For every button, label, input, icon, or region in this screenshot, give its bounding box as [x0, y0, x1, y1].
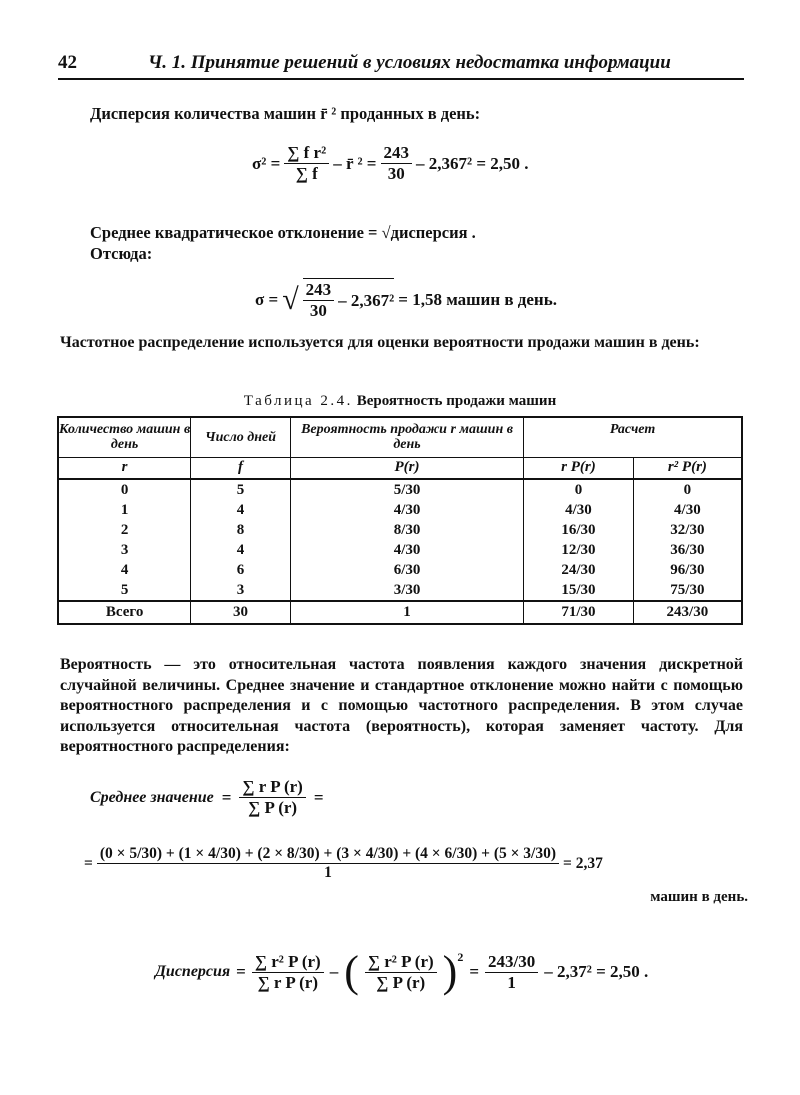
cell: 1 — [58, 500, 191, 520]
variance-minus: – — [329, 962, 339, 981]
cell: 32/30 — [633, 520, 742, 540]
cell: 6/30 — [290, 560, 523, 580]
caption-title: Вероятность продажи машин — [356, 393, 557, 409]
eq2-fraction — [303, 280, 335, 321]
table-total-row — [58, 601, 742, 624]
eq1-numerator: ∑ f r² — [284, 143, 329, 164]
cell: 5 — [191, 479, 291, 500]
subheader-r: r — [58, 457, 191, 479]
mean-numerator: ∑ r P (r) — [239, 777, 305, 798]
variance-num-1: ∑ r² P (r) — [252, 952, 324, 973]
subheader-p: P(r) — [290, 457, 523, 479]
variance-den-3: 1 — [507, 972, 516, 992]
table-row — [58, 520, 742, 540]
mean-trail: = — [313, 787, 324, 807]
eq2-radicand — [303, 278, 395, 321]
subheader-rp: r P(r) — [524, 457, 634, 479]
equation-std-deviation — [255, 278, 557, 321]
cell: 1 — [290, 601, 523, 624]
mean-long-fraction — [97, 845, 559, 882]
variance-tail: – 2,37² = 2,50 . — [544, 962, 649, 981]
eq2-frac-num: 243 — [303, 280, 335, 301]
variance-den-1: ∑ r P (r) — [257, 972, 318, 992]
subheader-f: f — [191, 457, 291, 479]
cell: 3 — [191, 580, 291, 601]
header-days-count: Число дней — [191, 417, 291, 457]
cell: 4/30 — [290, 500, 523, 520]
eq1-fraction-sum — [284, 143, 329, 184]
eq1-lhs: σ² = — [252, 153, 281, 173]
table-row — [58, 540, 742, 560]
cell: 0 — [524, 479, 634, 500]
equation-mean-expansion — [84, 845, 603, 882]
variance-intro: Дисперсия количества машин r̄ ² проданных в день: — [90, 104, 481, 123]
mean-label: Среднее значение — [90, 788, 214, 806]
cell: 2 — [58, 520, 191, 540]
cell: 6 — [191, 560, 291, 580]
cell: 243/30 — [633, 601, 742, 624]
cell: 24/30 — [524, 560, 634, 580]
eq1-tail: – 2,367² = 2,50 . — [416, 153, 529, 173]
table-row — [58, 580, 742, 601]
variance-fraction-1 — [252, 952, 324, 993]
mean-fraction — [239, 777, 305, 818]
page-number: 42 — [58, 52, 77, 73]
variance-eq-sign-2: = — [469, 962, 480, 981]
sqrt-sign: √ — [282, 282, 299, 316]
variance-power: 2 — [457, 950, 464, 964]
eq1-denominator: ∑ f — [295, 164, 318, 183]
cell: 75/30 — [633, 580, 742, 601]
mean-long-denominator: 1 — [324, 864, 332, 881]
probability-table — [57, 416, 743, 625]
cell: 30 — [191, 601, 291, 624]
eq1-frac-num: 243 — [381, 143, 413, 164]
cell: 4 — [191, 540, 291, 560]
paragraph-frequency: Частотное распределение используется для оценки вероятности продажи машин в день: — [60, 334, 700, 351]
cell: 96/30 — [633, 560, 742, 580]
eq2-lhs: σ = — [255, 289, 279, 309]
cell: 0 — [58, 479, 191, 500]
header-cars-per-day: Количество машин в день — [58, 417, 191, 457]
eq2-tail: = 1,58 машин в день. — [398, 289, 557, 309]
variance-fraction-2 — [365, 952, 437, 993]
running-title: Ч. 1. Принятие решений в условиях недостатка информации — [148, 52, 671, 73]
cell: 5/30 — [290, 479, 523, 500]
eq2-inner-tail: – 2,367² — [338, 290, 395, 310]
mean-unit: машин в день. — [650, 889, 748, 905]
caption-prefix: Таблица 2.4. — [243, 393, 353, 409]
cell: 16/30 — [524, 520, 634, 540]
right-paren-icon: ) — [442, 947, 458, 996]
mean-long-numerator: (0 × 5/30) + (1 × 4/30) + (2 × 8/30) + (3 × 4/30) + (4 × 6/30) + (5 × 3/30) — [97, 845, 559, 864]
cell: 8/30 — [290, 520, 523, 540]
eq1-fraction-value — [381, 143, 413, 184]
cell: 4/30 — [633, 500, 742, 520]
mean-denominator: ∑ P (r) — [248, 798, 298, 817]
mean-eq-sign: = — [221, 787, 232, 807]
variance-fraction-3 — [485, 952, 538, 993]
cell: 4/30 — [524, 500, 634, 520]
expansion-eq-sign: = — [84, 854, 93, 872]
cell: Всего — [58, 601, 191, 624]
cell: 8 — [191, 520, 291, 540]
header-calculation: Расчет — [524, 417, 742, 457]
table-row — [58, 479, 742, 500]
header-probability: Вероятность продажи r машин в день — [290, 417, 523, 457]
cell: 5 — [58, 580, 191, 601]
cell: 15/30 — [524, 580, 634, 601]
equation-variance-probability — [155, 947, 649, 996]
left-paren-icon: ( — [344, 947, 359, 996]
variance-eq-sign: = — [236, 962, 246, 981]
variance-num-3: 243/30 — [485, 952, 538, 973]
table-row — [58, 560, 742, 580]
header-rule — [58, 78, 744, 80]
variance-label: Дисперсия — [155, 963, 231, 980]
eq1-frac-den: 30 — [387, 164, 405, 183]
paragraph-probability: Вероятность — это относительная частота появления каждого значения дискретной случайной величины. Среднее значение и стандартное отклонение можно найти с помощью вероятностного распределения и с помощью частотного распределения. В этом случае используется относительная частота (вероятность), которая заменяет частоту. Для вероятностного распределения: — [60, 656, 743, 755]
eq1-middle: – r̄ ² = — [333, 153, 377, 173]
cell: 3 — [58, 540, 191, 560]
table-caption — [0, 393, 800, 410]
eq2-frac-den: 30 — [309, 301, 327, 320]
mean-result: = 2,37 — [563, 854, 603, 872]
equation-variance-frequency — [252, 143, 529, 184]
std-deviation-line: Среднее квадратическое отклонение = √дисперсия . — [90, 223, 476, 242]
table-row — [58, 500, 742, 520]
hence-label: Отсюда: — [90, 244, 153, 263]
cell: 4/30 — [290, 540, 523, 560]
equation-mean — [90, 777, 324, 818]
variance-num-2: ∑ r² P (r) — [365, 952, 437, 973]
cell: 71/30 — [524, 601, 634, 624]
cell: 36/30 — [633, 540, 742, 560]
cell: 0 — [633, 479, 742, 500]
cell: 3/30 — [290, 580, 523, 601]
cell: 4 — [191, 500, 291, 520]
cell: 4 — [58, 560, 191, 580]
variance-den-2: ∑ P (r) — [376, 972, 426, 992]
subheader-r2p: r² P(r) — [633, 457, 742, 479]
cell: 12/30 — [524, 540, 634, 560]
